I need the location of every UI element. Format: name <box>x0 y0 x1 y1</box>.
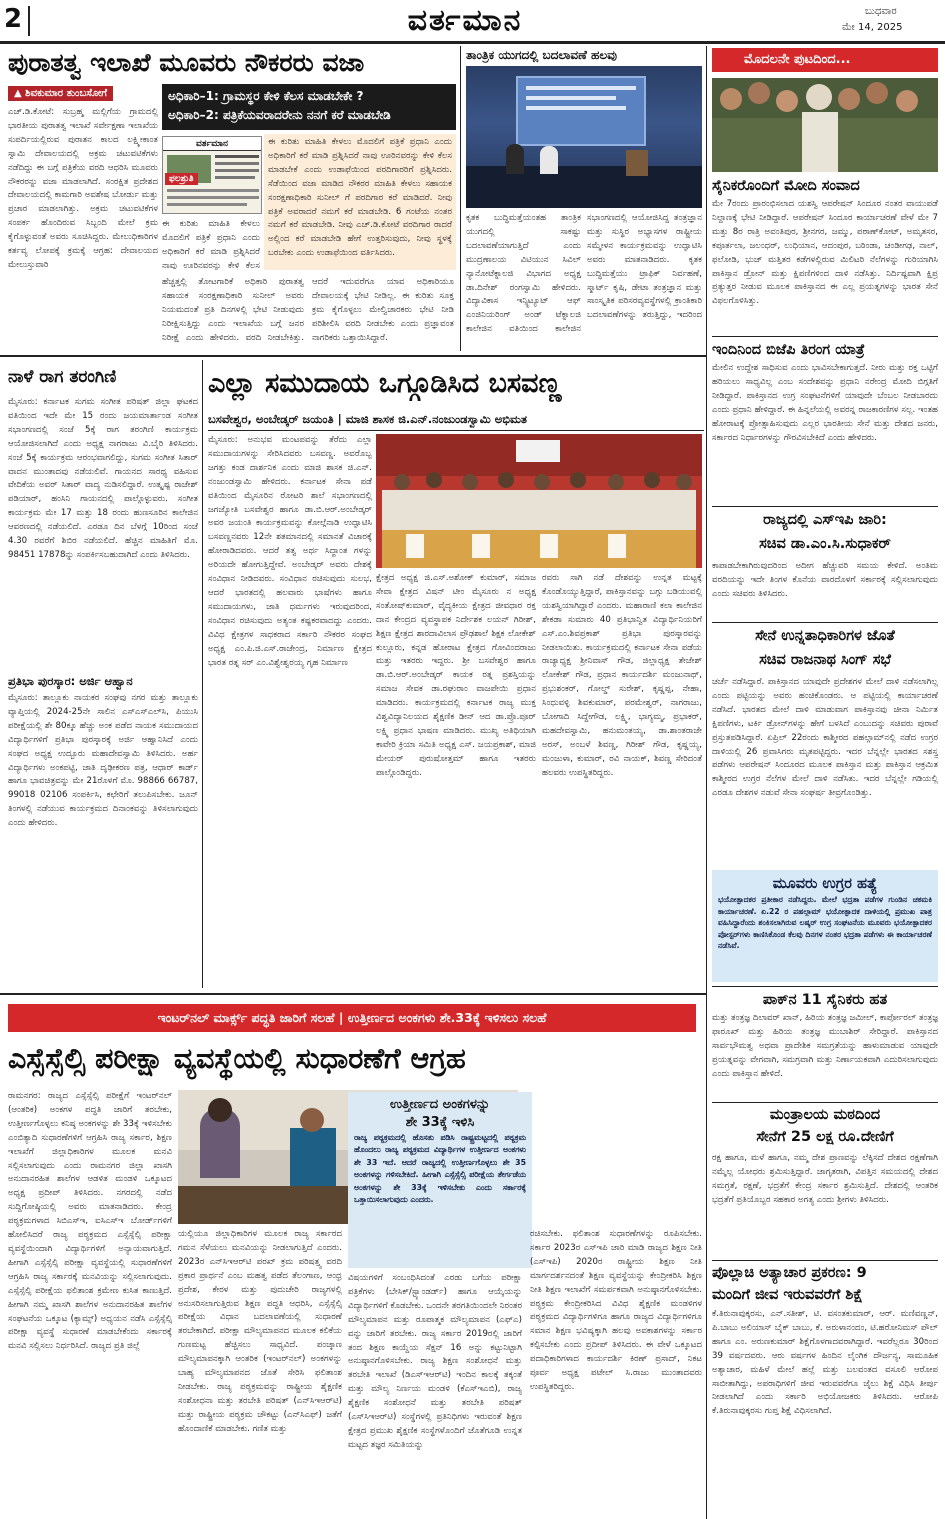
sslc-col-1: ರಾಮನಗರ: ರಾಜ್ಯದ ಎಸ್ಸೆಸ್ಸೆಲ್ಸಿ ಪರೀಕ್ಷೆಗೆ ಇಂಟರ್‌ನಲ್ (ಆಂತರಿಕ) ಅಂಕಗಳ ಪದ್ಧತಿ ಜಾರಿಗೆ ತರಬೇಕು, ಉತ್ತೀರ್ಣಗೊಳ್ಳಲು ಕನಿಷ್ಠ ಅಂಕಗಳನ್ನು ಶೇ 33ಕ್ಕೆ ಇಳಿಸಬೇಕು ಎಂಬಿತ್ಯಾದಿ ಸುಧಾರಣೆಗಳಿಗೆ ಆಗ್ರಹಿಸಿ ರಾಜ್ಯ ಸರ್ಕಾರ, ಶಿಕ್ಷಣ ಇಲಾಖೆಗೆ ಜಿಲ್ಲಾಧಿಕಾರಿಗಳ ಮೂಲಕ ಮನವಿ ಸಲ್ಲಿಸಲಾಗುವುದು ಎಂದು ರಾಮನಗರ ಜಿಲ್ಲಾ ಖಾಸಗಿ ಅನುದಾನರಹಿತ ಶಾಲೆಗಳ ಆಡಳಿತ ಮಂಡಳಿ ಒಕ್ಕೂಟದ ಅಧ್ಯಕ್ಷ ಪ್ರದೀಪ್ ತಿಳಿಸಿದರು. ನಗರದಲ್ಲಿ ನಡೆದ ಸುದ್ದಿಗೋಷ್ಠಿಯಲ್ಲಿ ಅವರು ಮಾತನಾಡಿದರು. ಕೇಂದ್ರ ಪಠ್ಯಕ್ರಮಗಳಾದ ಸಿಬಿಎಸ್‌ಇ, ಐಸಿಎಸ್‌ಇ ಬೋರ್ಡ್‌ಗಳಿಗೆ ಹೋಲಿಸಿದರೆ ರಾಜ್ಯ ಪಠ್ಯಕ್ರಮದ ಎಸ್ಸೆಸ್ಸೆಲ್ಸಿ ಪರೀಕ್ಷಾ ವ್ಯವಸ್ಥೆಯಿಂದಾಗಿ ವಿದ್ಯಾರ್ಥಿಗಳಿಗೆ ಅನ್ಯಾಯವಾಗುತ್ತಿದೆ. ಹೀಗಾಗಿ ಎಸ್ಸೆಸ್ಸೆಲ್ಸಿ ಪರೀಕ್ಷಾ ವ್ಯವಸ್ಥೆಯಲ್ಲಿ ಸುಧಾರಣೆಗಳಿಗೆ ಆಗ್ರಹಿಸಿ ರಾಜ್ಯ ಸರ್ಕಾರಕ್ಕೆ ಮನವಿಯನ್ನು ಸಲ್ಲಿಸಲಾಗುವುದು. ಎಸ್ಸೆಸ್ಸೆಲ್ಸಿ ಪರೀಕ್ಷೆಯ ಫಲಿತಾಂಶ ಕ್ರಮೇಣ ಕುಸಿತ ಕಾಣುತ್ತಿದೆ. ಹೀಗಾಗಿ ನಮ್ಮ ಖಾಸಗಿ ಶಾಲೆಗಳ ಅನುದಾನರಹಿತ ಶಾಲೆಗಳ ಸಂಘಟನೆಯ ಒಕ್ಕೂಟ (ಕ್ಯಾಮ್ಸ್) ಅಧ್ಯಯನ ನಡೆಸಿ ಎಸ್ಸೆಸ್ಸೆಲ್ಸಿ ಪರೀಕ್ಷಾ ವ್ಯವಸ್ಥೆ ಸುಧಾರಣೆ ಮಾಡಬೇಕೆಂದು ಸರ್ಕಾರಕ್ಕೆ ಮನವಿ ಸಲ್ಲಿಸಲು ನಿರ್ಧರಿಸಿದೆ. ರಾಜ್ಯದ ಪ್ರತಿ ಜಿಲ್ಲೆ <box>8 1091 172 1352</box>
sslc-box-headline-1: ಉತ್ತೀರ್ಣದ ಅಂಕಗಳನ್ನು <box>389 1097 491 1112</box>
front-page-tag: ಮೊದಲನೇ ಪುಟದಿಂದ... <box>712 48 938 72</box>
story-rajnath-headline-2: ಸಚಿವ ರಾಜನಾಥ ಸಿಂಗ್ ಸಭೆ <box>759 652 891 668</box>
story-basava-col-1: ಮೈಸೂರು: ಅನುಭವ ಮಂಟಪವನ್ನು ತೆರೆದು ಎಲ್ಲಾ ಸಮುದಾಯಗಳನ್ನು ಸೇರಿಸಿದವರು ಬಸವಣ್ಣ. ಅವರೊಬ್ಬ ಜಗತ್ತು ಕಂಡ ದಾರ್ಶನಿಕ ಎಂದು ಮಾಜಿ ಶಾಸಕ ಜಿ.ಎನ್. ನಂಜುಂಡಸ್ವಾಮಿ ಹೇಳಿದರು. ಕರ್ನಾಟಕ ಸೇನಾ ಪಡೆ ವತಿಯಿಂದ ಮೈಸೂರಿನ ರೋಟರಿ ಶಾಲೆ ಸಭಾಂಗಣದಲ್ಲಿ ಜಗಜ್ಯೋತಿ ಬಸವೇಶ್ವರ ಹಾಗೂ ಡಾ.ಬಿ.ಆರ್.ಅಂಬೇಡ್ಕರ್ ಅವರ ಜಯಂತಿ ಕಾರ್ಯಕ್ರಮವನ್ನು ಕೋಲ್ಗೆನಾಡಿ ಉದ್ಘಾಟಿಸಿ ಬಸವಣ್ಣನವರು 12ನೇ ಶತಮಾನದಲ್ಲಿ ಸಮಾನತೆ ವಿಚಾರಕ್ಕೆ ಹೋರಾಡಿದವರು. ಆದರೆ ತತ್ವ ಅರ್ಥ ಸಿದ್ಧಾಂತ ಗಳನ್ನು ಅರಿಯದೇ ಹೋಗುತ್ತಿದ್ದೇವೆ. ಅಂಬೇಡ್ಕರ್ ಅವರು ದೇಶಕ್ಕೆ ಸಂವಿಧಾನ ನೀಡಿದವರು. ಸಂವಿಧಾನ ರಚಿಸುವುದು ಸುಲಭ, ಆದರೆ ಭಾರತದಲ್ಲಿ ಹಲವಾರು ಭಾಷೆಗಳು ಹಾಗೂ ಸಮುದಾಯಗಳು, ಜಾತಿ ಧರ್ಮಗಳು ಇರುವುದರಿಂದ, ಸಂವಿಧಾನ ರಚಿಸುವುದು ಅತ್ಯಂತ ಕಷ್ಟಕರವಾದದ್ದು ಎಂದರು. ವಿವಿಧ ಕ್ಷೇತ್ರಗಳ ಸಾಧಕರಾದ ಸರ್ಕಾರಿ ನೌಕರರ ಸಂಘದ ಅಧ್ಯಕ್ಷ ಎಂ.ಪಿ.ಜಿ.ಎಸ್.ರಾಜೇಂದ್ರ, ನಿರ್ಮಾಣ ಕ್ಷೇತ್ರದ ಭಾರತ ರತ್ನ ಸರ್ ಎಂ.ವಿಶ್ವೇಶ್ವರಯ್ಯ ಗೃಹ ನಿರ್ಮಾಣ <box>208 435 372 668</box>
archaeology-col-2b: ಈ ಕುರಿತು ಮಾಹಿತಿ ಕೇಳಲು ಮೊದಲಿಗೆ ಪತ್ರಿಕೆ ಪ್ರಧಾನಿ ಎಂದು ಅಧಿಕಾರಿಗೆ ಕರೆ ಮಾಡಿ ಪ್ರಶ್ನಿಸಿದರೆ ನಾವು ಊರಿನವರನ್ನು ಕೇಳಿ ಕೆಲಸ <box>162 219 260 270</box>
conference-photo <box>466 66 702 208</box>
callout-line-2: ಅಧಿಕಾರಿ–2: ಪತ್ರಿಕೆಯವರಾದರೇನು ನನಗೆ ಕರೆ ಮಾಡಬೇಡಿ <box>168 108 391 122</box>
page-number: 2 <box>4 4 23 34</box>
story-sep-body: ಕಾಪಾಡಬೇಕಾಗಿರುವುದರಿಂದ ಅದೀಗ ಹೆಚ್ಚುವರಿ ಸಮಯ ಕೇಳಿದೆ. ಅಂತಿಮ ವರದಿಯನ್ನು ಇದೇ ತಿಂಗಳ ಕೊನೆಯ ವಾರದೊಳಗೆ ಸರ್ಕಾರಕ್ಕೆ ಸಲ್ಲಿಸಲಾಗುವುದು ಎಂದು ಸಚಿವರು ತಿಳಿಸಿದರು. <box>712 561 938 599</box>
issue-date: ಮೇ 14, 2025 <box>842 22 903 33</box>
story-tiranga-body: ಮೇಲಿನ ಉದ್ದೇಶ ಸಾಧಿಸುವ ಎಂದು ಭಾವಿಸಬೇಕಾಗುತ್ತದೆ. ನೀರು ಮತ್ತು ರಕ್ತ ಒಟ್ಟಿಗೆ ಹರಿಯಲು ಸಾಧ್ಯವಿಲ್ಲ ಎಂಬ ಸಂದೇಶವನ್ನು ಪ್ರಧಾನಿ ನರೇಂದ್ರ ಮೋದಿ ಬಿಗ್ಗತಿಗೆ ನೀಡಿದ್ದಾರೆ. ಪಾಕಿಸ್ತಾನದ ಉಗ್ರ ಸಂಘಟನೆಗಳಿಗೆ ಯಾವುದೇ ಬೆಂಬಲ ನೀಡಬಾರದು ಎಂದು ಪ್ರಧಾನಿ ಹೇಳಿದ್ದಾರೆ. ಈ ಹಿನ್ನಲೆಯಲ್ಲಿ ಅವರನ್ನ ರಾಜಕಾರಣಿಗಳ ಸಲ್ಲ. ಇಂತಹ ಹೋರಾಟಕ್ಕೆ ಪ್ರೋತ್ಸಾಹಿಸುವುದು ಎಲ್ಲರ ಭಾರತೀಯ ಸೇನೆ ಮತ್ತು ದೇಶದ ಜನರು, ಸರ್ಕಾರದ ನಿರ್ಧಾರಗಳನ್ನು ಗೌರವಿಸಬೇಕಿದೆ ಎಂದು ಹೇಳಿದರು. <box>712 363 938 443</box>
archaeology-col-3: ಹೆಚ್ಚತ್ತಲ್ಲಿ ತೋಟಗಾರಿಕೆ ಅಧಿಕಾರಿ ಪುರಾತತ್ವ ಸಹಾಯಕ ಸಂರಕ್ಷಣಾಧಿಕಾರಿ ಸುನೀಲ್ ಅವರು ನಿಯಮದಂತೆ ಪ್ರತಿ ದಿನಗಳಲ್ಲಿ ಭೇಟಿ ನೀಡುವುದು ನಿರೀಕ್ಷಿಸುತ್ತಿದ್ದು ಎಂದು ಇಲಾಖೆಯ ಬಗ್ಗೆ ಜನರ ನಿರೀಕ್ಷೆ ಎಂದು ಹೇಳಿದರು. ವರದಿ ನೀಡಬೇಕಿತ್ತು. ಆದರೆ ಇದುವರೆಗೂ ಯಾವ ಅಧಿಕಾರಿಯೂ ದೇವಾಲಯಕ್ಕೆ ಭೇಟಿ ನೀಡಿಲ್ಲ. ಈ ಕುರಿತು ಸೂಕ್ತ ಕ್ರಮ ಕೈಗೊಳ್ಳಲು ಮೇಲ್ವಿಚಾರಕರು ಭೇಟಿ ನೀಡಿ ಪರಿಶೀಲಿಸಿ ವರದಿ ನೀಡಬೇಕು ಎಂದು ಪ್ರಜ್ಞಾವಂತ ನಾಗರಿಕರು ಒತ್ತಾಯಿಸಿದ್ದಾರೆ. <box>162 277 454 343</box>
story-pollachi-headline-2: ಮಂದಿಗೆ ಜೀವ ಇರುವವರೆಗೆ ಶಿಕ್ಷೆ <box>712 1287 863 1303</box>
story-pollachi-headline <box>712 1262 938 1306</box>
story-pak-soldiers-headline: ಪಾಕ್‌ನ 11 ಸೈನಿಕರು ಹತ <box>762 992 888 1008</box>
story-rajnath-headline-1: ಸೇನೆ ಉನ್ನತಾಧಿಕಾರಿಗಳ ಜೊತೆ <box>755 628 895 644</box>
terrorists-box <box>712 870 938 982</box>
story-tiranga-headline: ಇಂದಿನಿಂದ ಬಿಜೆಪಿ ತಿರಂಗ ಯಾತ್ರೆ <box>712 342 865 358</box>
story-sep-headline <box>712 508 938 556</box>
story-modi-body: ಮೇ 7ರಂದು ಪ್ರಾರಂಭಿಸಲಾದ ಯಶಸ್ವಿ ಆಪರೇಷನ್ ಸಿಂದೂರ ನಂತರ ವಾಯುಪಡೆ ನಿಲ್ದಾಣಕ್ಕೆ ಭೇಟಿ ನೀಡಿದ್ದಾರೆ. ಆಪರೇಷನ್ ಸಿಂದೂರ ಕಾರ್ಯಾಚರಣೆ ವೇಳೆ ಮೇ 7 ಮತ್ತು 8ರ ರಾತ್ರಿ ಅವಂತಿಪುರ, ಶ್ರೀನಗರ, ಜಮ್ಮು, ಪಠಾಣ್‌ಕೋಟ್, ಅಮೃತಸರ, ಕಪೂರ್ತಲಾ, ಜಲಂಧರ್, ಲುಧಿಯಾನ, ಆದಂಪುರ, ಬಠಿಂಡಾ, ಚಂಡೀಗಢ, ನಾಲ್, ಫಲೋಡಿ, ಭುಜ್ ಮತ್ತಿತರ ಕಡೆಗಳಲ್ಲಿರುವ ಮಿಲಿಟರಿ ನೆಲೆಗಳನ್ನು ಗುರಿಯಾಗಿಸಿ ಪಾಕಿಸ್ತಾನ ಡ್ರೋನ್ ಮತ್ತು ಕ್ಷಿಪಣಿಗಳಿಂದ ದಾಳಿ ನಡೆಸಿತ್ತು. ನಿರ್ದಿಷ್ಟವಾಗಿ ಕ್ಷಿಪ್ರ ಪ್ರತ್ಯುತ್ತರ ನೀಡುವ ಮೂಲಕ ಪಾಕಿಸ್ತಾನದ ಈ ಎಲ್ಲ ಪ್ರಯತ್ನಗಳನ್ನು ಭಾರತ ಸೇನೆ ವಿಫಲಗೊಳಿಸಿತ್ತು. <box>712 199 938 307</box>
clip-masthead: ವರ್ತಮಾನ <box>163 137 261 151</box>
sslc-box-body: ರಾಜ್ಯ ಪಠ್ಯಕ್ರಮದಲ್ಲಿ ಹೊಸತು ಪಡಿಸಿ ರಾಷ್ಟ್ರಮಟ್ಟದಲ್ಲಿ ಪಠ್ಯಕ್ರಮ ಹೊಂದಲು ರಾಜ್ಯ ಪಠ್ಯಕ್ರಮದ ವಿದ್ಯಾರ್ಥಿಗಳ ಉತ್ತೀರ್ಣದ ಅಂಕಗಳು ಶೇ 33 ಇದೆ. ಆದರೆ ರಾಜ್ಯದಲ್ಲಿ ಉತ್ತೀರ್ಣಗೊಳ್ಳಲು ಶೇ 35 ಅಂಕಗಳನ್ನು ಗಳಿಸಬೇಕಿದೆ. ಹೀಗಾಗಿ ಎಸ್ಸೆಸ್ಸೆಲ್ಸಿ ಪರೀಕ್ಷೆಯ ತೇರ್ಗಡೆಯ ಅಂಕಗಳನ್ನು ಶೇ 33ಕ್ಕೆ ಇಳಿಸಬೇಕು ಎಂದು ಸರ್ಕಾರಕ್ಕೆ ಒತ್ತಾಯಿಸಲಾಗುವುದು ಎಂದರು. <box>354 1133 526 1205</box>
story-modi-headline: ಸೈನಿಕರೊಂದಿಗೆ ಮೋದಿ ಸಂವಾದ <box>712 178 860 194</box>
story-mantralaya-headline-1: ಮಂತ್ರಾಲಯ ಮಠದಿಂದ <box>769 1107 881 1123</box>
tech-body: ಕೃತಕ ಬುದ್ಧಿಮತ್ತೆಯಂತಹ ತಾಂತ್ರಿಕ ಯುಗದಲ್ಲಿ ಸಾಕಷ್ಟು ಬದಲಾವಣೆಯಾಗುತ್ತಿದೆ ಎಂದು ಮುದ್ರಣಾಲಯ ವಿಟಿಯುನ ಸಿವಿಲ್ ನ್ಯಾನೋಟೆಕ್ನಾಲಜಿ ವಿಭಾಗದ ಅಧ್ಯಕ್ಷ ಡಾ.ದಿನೇಶ್ ರಂಗಸ್ವಾಮಿ ಹೇಳಿದರು. ವಿದ್ಯಾವಿಕಾಸ ಇನ್ಸ್ಟಿಟ್ಯೂಟ್ ಆಫ್ ಎಂಜಿನಿಯರಿಂಗ್ ಅಂಡ್ ಟೆಕ್ನಾಲಜಿ ಕಾಲೇಜಿನ ವತಿಯಿಂದ ಕಾಲೇಜಿನ ಸಭಾಂಗಣದಲ್ಲಿ ಆಯೋಜಿಸಿದ್ದ ತಂತ್ರಜ್ಞಾನ ಮತ್ತು ಸುಸ್ಥಿರ ಅಭ್ಯಾಸಗಳ ರಾಷ್ಟ್ರೀಯ ಸಮ್ಮೇಳನ ಕಾರ್ಯಕ್ರಮವನ್ನು ಉದ್ಘಾಟಿಸಿ ಅವರು ಮಾತನಾಡಿದರು. ಕೃತಕ ಬುದ್ಧಿಮತ್ತೆಯು ಟ್ರಾಫಿಕ್ ನಿರ್ವಹಣೆ, ಸ್ಮಾರ್ಟ್ ಕೃಷಿ, ಡೇಟಾ ತಂತ್ರಜ್ಞಾನ ಮತ್ತು ಸಾಂಸ್ಕೃತಿಕ ಪರಿಸರವ್ಯವಸ್ಥೆಗಳಲ್ಲಿ ಕ್ರಾಂತಿಕಾರಿ ಬದಲಾವಣೆಗಳನ್ನು ತರುತ್ತಿದ್ದು, ಇದರಿಂದ <box>466 213 702 335</box>
story-pollachi-body: ಕೆ.ತಿರುನಾವುಕ್ಕರಸು, ಎನ್.ಸತೀಶ್, ಟಿ. ವಸಂತಕುಮಾರ್, ಆರ್. ಮಣಿವಣ್ಣನ್, ಪಿ.ಬಾಬು ಅಲಿಯಾಸ್ ಬೈಕ್ ಬಾಬು, ಕೆ. ಅರುಳಾನಂದಂ, ಟಿ.ಹರೋನಿಮಸ್ ಪೌಲ್ ಹಾಗೂ ಎಂ. ಅರುಣಕುಮಾರ್ ಶಿಕ್ಷೆಗೊಳಗಾದವರಾಗಿದ್ದಾರೆ. ಇವರೆಲ್ಲರೂ 30ರಿಂದ 39 ವರ್ಷದವರು. ಆರು ವರ್ಷಗಳ ಹಿಂದಿನ ಲೈಂಗಿಕ ದೌರ್ಜನ್ಯ, ಸಾಮೂಹಿಕ ಅತ್ಯಾಚಾರ, ಮಹಿಳೆ ಮೇಲೆ ಹಲ್ಲೆ ಮತ್ತು ಬಲವಂತದ ವಸೂಲಿ ಆರೋಪ ಸಾಬೀತಾಗಿದ್ದು, ಅಪರಾಧಿಗಳಿಗೆ ಜೀವ ಇರುವವರೆಗೂ ಜೈಲು ಶಿಕ್ಷೆ ವಿಧಿಸಿ ತೀರ್ಪು ನೀಡಲಾಗಿದೆ ಎಂದು ಸರ್ಕಾರಿ ಅಭಿಯೋಜಕರು ತಿಳಿಸಿದರು. ಆರೋಪಿ ಕೆ.ತಿರುನಾವುಕ್ಕರಸು ಗುಪ್ತ ಶಿಕ್ಷೆ ವಿಧಿಸಲಾಗಿದೆ. <box>712 1309 938 1417</box>
story-basava-subhead: ಬಸವೇಶ್ವರ, ಅಂಬೇಡ್ಕರ್ ಜಯಂತಿ | ಮಾಜಿ ಶಾಸಕ ಜಿ.ಎನ್.ನಂಜುಂಡಸ್ವಾಮಿ ಅಭಿಮತ <box>208 412 528 426</box>
story-sep-headline-2: ಸಚಿವ ಡಾ.ಎಂ.ಸಿ.ಸುಧಾಕರ್ <box>759 536 891 552</box>
story-mantralaya-headline-2: ಸೇನೆಗೆ 25 ಲಕ್ಷ ರೂ.ದೇಣಿಗೆ <box>756 1129 894 1145</box>
story-basava-col-3: ರವರು ಸಾಗಿ ನಡೆ ದೇಶವನ್ನು ಉನ್ನತ ಮಟ್ಟಕ್ಕೆ ಕೊಂಡೊಯ್ಯುತ್ತಿದ್ದಾರೆ, ಪಾಕಿಸ್ತಾನವನ್ನು ಬಗ್ಗು ಬಡಿಯುವಲ್ಲಿ ಯಶಸ್ವಿಯಾಗಿದ್ದಾರೆ ಎಂದರು. ಮಹಾರಾಣಿ ಕಲಾ ಕಾಲೇಜಿನ ಶೇಕಡಾ ಸುಮಾರು 40 ಪ್ರತಿಭಾನ್ವಿತ ವಿದ್ಯಾರ್ಥಿನಿಯರಿಗೆ ಎಸ್.ಎಂ.ಶಿವಪ್ರಕಾಶ್ ಪ್ರತಿಭಾ ಪುರಸ್ಕಾರವನ್ನು ನೀಡಲಾಯಿತು. ಕಾರ್ಯಕ್ರಮದಲ್ಲಿ ಕರ್ನಾಟಕ ಸೇನಾ ಪಡೆಯ ರಾಜ್ಯಾಧ್ಯಕ್ಷ ಶ್ರೀನಿವಾಸ್ ಗೌಡ, ಜಿಲ್ಲಾಧ್ಯಕ್ಷ ತೇಜೇಶ್ ಲೋಕೇಶ್ ಗೌಡ, ಪ್ರಧಾನ ಕಾರ್ಯದರ್ಶಿ ಮಂಜುನಾಥ್, ಪ್ರಭುಶಂಕರ್, ಗೋಲ್ಡ್ ಸುರೇಶ್, ಕೃಷ್ಣಪ್ಪ, ನೇಹಾ, ಸಿಂಧುವಳ್ಳಿ ಶಿವಕುಮಾರ್, ಪರಮೇಶ್ವರ್, ನಾಗರಾಜು, ಬೋಗಾದಿ ಸಿದ್ದೇಗೌಡ, ಲಕ್ಷ್ಮಿ, ಭಾಗ್ಯಮ್ಮ, ಪ್ರಭಾಕರ್, ಮಹದೇವಸ್ವಾಮಿ, ಹನುಮಂತಯ್ಯ, ಡಾ.ಶಾಂತರಾಜೇ ಅರಸ್, ಅಂಬಳೆ ಶಿವಣ್ಣ, ಗಿರೀಶ್ ಗೌಡ, ಕೃಷ್ಣಯ್ಯ, ಮಂಜುಳಾ, ಕುಮಾರ್, ರವಿ ನಾಯಕ್, ಶಿವಣ್ಣ ಸೇರಿದಂತೆ ಹಲವರು ಉಪಸ್ಥಿತರಿದ್ದರು. <box>542 573 702 778</box>
newspaper-clipping-image <box>162 136 262 214</box>
byline: ▲ ಶಿವಕುಮಾರ ತುಂಬಸೋಗೆ <box>8 86 113 101</box>
story-archaeology-headline: ಪುರಾತತ್ವ ಇಲಾಖೆ ಮೂವರು ನೌಕರರು ವಜಾ <box>8 48 365 77</box>
sslc-col-4: ರಚಿಸಬೇಕು. ಫಲಿತಾಂಶ ಸುಧಾರಣೆಗಳನ್ನು ರೂಪಿಸಬೇಕು. ಸರ್ಕಾರ 2023ರ ಎಸ್‌ಇಪಿ ಜಾರಿ ಮಾಡಿ ರಾಜ್ಯದ ಶಿಕ್ಷಣ ನೀತಿ (ಎಸ್‌ಇಪಿ) 2020ರ ರಾಷ್ಟ್ರೀಯ ಶಿಕ್ಷಣ ನೀತಿ ಮಾರ್ಗದರ್ಶನದಂತೆ ಶಿಕ್ಷಣ ವ್ಯವಸ್ಥೆಯನ್ನು ಕೇಂದ್ರೀಕರಿಸಿ ಶಿಕ್ಷಣ ನೀತಿ ಶಿಕ್ಷಣ ಇಲಾಖೆಗೆ ಸಮರ್ಪಕವಾಗಿ ಅನುಷ್ಠಾನಗೊಳಿಸಬೇಕು. ಪಠ್ಯಕ್ರಮ ಕೇಂದ್ರೀಕರಿಸಿದ ವಿವಿಧ ಶೈಕ್ಷಣಿಕ ಮಂಡಳಿಗಳ ಪಠ್ಯಕ್ರಮದ ವಿದ್ಯಾರ್ಥಿಗಳಿಗೂ ಹಾಗೂ ರಾಜ್ಯದ ವಿದ್ಯಾರ್ಥಿಗಳಿಗೂ ಸಮಾನ ಶಿಕ್ಷಣ ಭವಿಷ್ಯಕ್ಕಾಗಿ ಹಲವು ಅವಕಾಶಗಳನ್ನು ಸರ್ಕಾರ ಕಲ್ಪಿಸಬೇಕು ಎಂದು ಪ್ರದೀಪ್ ತಿಳಿಸಿದರು. ಈ ವೇಳೆ ಒಕ್ಕೂಟದ ಪದಾಧಿಕಾರಿಗಳಾದ ಕಾರ್ಯದರ್ಶಿ ಕಿರಣ್ ಪ್ರಸಾದ್, ನಿಕಟ ಪೂರ್ವ ಅಧ್ಯಕ್ಷ ಪಟೇಲ್ ಸಿ.ರಾಜು ಮುಂತಾದವರು ಉಪಸ್ಥಿತರಿದ್ದರು. <box>530 1229 702 1392</box>
archaeology-col-2: ಈ ಕುರಿತು ಮಾಹಿತಿ ಕೇಳಲು ಮೊದಲಿಗೆ ಪತ್ರಿಕೆ ಪ್ರಧಾನಿ ಎಂದು ಅಧಿಕಾರಿಗೆ ಕರೆ ಮಾಡಿ ಪ್ರಶ್ನಿಸಿದರೆ ನಾವು ಊರಿನವರನ್ನು ಕೇಳಿ ಕೆಲಸ ಮಾಡಬೇಕೆ ಎಂದು ಉಡಾಫೆಯಿಂದ ಪರದಿಗಾರರಿಗೆ ಪ್ರಶ್ನಿಸಿದರು. ಸೆಡೆಯಿಂದ ವಜಾ ಮಾಡಿದ ನೌಕರರ ಮಾಹಿತಿ ಕೇಳಲು ಸಹಾಯಕ ಸಂರಕ್ಷಣಾಧಿಕಾರಿ ಸುನೀಲ್ ಗೆ ಪರದಿಗಾರ ಕರೆ ಮಾಡಿದರೆ. ನೀವು ಪತ್ರಿಕೆ ಅವರಾದರೆ ನಮಗೆ ಕರೆ ಮಾಡಬೇಡಿ. 6 ಗಂಟೆಯ ನಂತರ ನಮಗೆ ಕರೆ ಮಾಡಬೇಡಿ. ನೀವು ಎಚ್.ಡಿ.ಕೋಟೆ ವರದಿಗಾರ ರಾದರೆ ಅಲ್ಲಿಂದ ಕರೆ ಮಾಡಬೇಡಿ ಹೇಗೆ ಉತ್ತರಿಸುವುದು, ನೀವು ಸ್ಥಳಕ್ಕೆ ಬರಬೇಕು ಎಂದು ಉಡಾಫೆಯಿಂದ ವರ್ತಿಸಿದರು. <box>268 137 452 259</box>
story-pak-soldiers-body: ಮತ್ತು ತಂತ್ರಜ್ಞ ದಿಲಾವರ್ ಖಾನ್, ಹಿರಿಯ ತಂತ್ರಜ್ಞ ಜಮೀಲ್, ಕಾರ್ಪೋರಲ್ ತಂತ್ರಜ್ಞ ಫಾರೂಖ್ ಮತ್ತು ಹಿರಿಯ ತಂತ್ರಜ್ಞ ಮುಬಾಶಿರ್ ಸೇರಿದ್ದಾರೆ. ಪಾಕಿಸ್ತಾನದ ಸಾರ್ವಭೌಮತ್ವ ಅಥವಾ ಪ್ರಾದೇಶಿಕ ಸಮಗ್ರತೆಯನ್ನು ಹಾಳುಮಾಡುವ ಯಾವುದೇ ಪ್ರಯತ್ನವನ್ನು ವೇಗವಾಗಿ, ಸಮಗ್ರವಾಗಿ ಮತ್ತು ನಿರ್ಣಾಯಕವಾಗಿ ಎದುರಿಸಲಾಗುವುದು ಎಂದು ಪಾಕಿಸ್ತಾನ ಹೇಳಿದೆ. <box>712 1013 938 1079</box>
sslc-box-headline <box>354 1096 526 1132</box>
archaeology-col-1: ಎಚ್.ಡಿ.ಕೋಟೆ: ಸುಬ್ರಹ್ಮ ಮಲ್ಲಿಗೆಯ ಗ್ರಾಮದಲ್ಲಿ ಭಾರತೀಯ ಪುರಾತತ್ವ ಇಲಾಖೆ ಸರ್ವೇಕ್ಷಣಾ ಇಲಾಖೆಯ ಸುಪರ್ದಿಯಲ್ಲಿರುವ ಪುರಾತನ ಕಾಲದ ಲಕ್ಷ್ಮೀಕಾಂತ ಸ್ವಾಮಿ ದೇವಾಲಯದಲ್ಲಿ ಅಕ್ರಮ ಚಟುವಟಿಕೆಗಳು ನಡೆದಿದ್ದು ಈ ಬಗ್ಗೆ ಪತ್ರಿಕೆಯ ವರದಿ ಆಧರಿಸಿ ಮೂವರು ನೌಕರರನ್ನು ವಜಾ ಮಾಡಲಾಗಿದೆ. ಸಂರಕ್ಷಿತ ಪ್ರದೇಶದ ದೇವಾಲಯದಲ್ಲಿ ಕಾಮಗಾರಿ ಅವಶೇಷ ಬೋರ್ಡು ಮತ್ತು ಪ್ರಚಾರ ಮಾಡಲಾಗಿತ್ತು. ಅಕ್ರಮ ಚಟುವಟಿಕೆಗಳ ಸಂಪರ್ಕ ಹೊಂದಿರುವ ಸಿಬ್ಬಂದಿ ಮೇಲೆ ಕ್ರಮ ಕೈಗೊಳ್ಳುವಂತೆ ಅವರು ಸೂಚಿಸಿದ್ದರು. ಮೇಲುಧಿಕಾರಿಗಳ ಕರ್ತವ್ಯ ಲೋಪಕ್ಕೆ ಕ್ರಮಕ್ಕೆ ಆಗ್ರಹ: ದೇವಾಲಯದ ಮೇಲುಸ್ತುವಾರಿ <box>8 107 158 270</box>
story-sep-headline-1: ರಾಜ್ಯದಲ್ಲಿ ಎಸ್‌ಇಪಿ ಜಾರಿ: <box>763 512 887 528</box>
sslc-col-2: ಯಲ್ಲಿಯೂ ಜಿಲ್ಲಾಧಿಕಾರಿಗಳ ಮೂಲಕ ರಾಜ್ಯ ಸರ್ಕಾರದ ಗಮನ ಸೆಳೆಯಲು ಮನವಿಯನ್ನು ನೀಡಲಾಗುತ್ತಿದೆ ಎಂದರು. 2023ರ ಎನ್‌ಸಿಇಆರ್‌ಟಿ ಪರಖ್ ಕ್ರಮ ಪರಿಷತ್ತ್ವ ವರದಿ ಪ್ರಕಾರ ಪ್ರಾರ್ಥನೆ ಎಂಬ ಮಹತ್ವ ಪಡೆದ ತೆಲಂಗಾಣ, ಆಂಧ್ರ ಪ್ರದೇಶ, ಕೇರಳ ಮತ್ತು ಪುದುಚೇರಿ ರಾಜ್ಯಗಳಲ್ಲಿ ಅನುಸರಿಸಲಾಗುತ್ತಿರುವ ಶಿಕ್ಷಣ ಪದ್ಧತಿ ಆಧರಿಸಿ, ಎಸ್ಸೆಸ್ಸೆಲ್ಸಿ ಪರೀಕ್ಷೆಯ ವಿಧಾನ ಬದಲಾವಣೆಯಲ್ಲಿ ಸುಧಾರಣೆ ತರಬೇಕಾಗಿದೆ. ಪರೀಕ್ಷಾ ಮೌಲ್ಯಮಾಪನದ ಮೂಲಕ ಕಲಿಕೆಯ ಗುಣಮಟ್ಟ ಹೆಚ್ಚಿಸಲು ಸಾಧ್ಯವಿದೆ. ಪಂಚ್ಕಾಣ ಮೌಲ್ಯಮಾಪನಕ್ಕಾಗಿ ಆಂತರಿಕ (ಇಂಟರ್‌ನಲ್) ಅಂಕಗಳನ್ನು ಬಾಹ್ಯ ಮೌಲ್ಯಮಾಪನದ ಜೊತೆ ಸೇರಿಸಿ ಫಲಿತಾಂಶ ನೀಡಬೇಕು. ರಾಜ್ಯ ಪಠ್ಯಕ್ರಮವನ್ನು ರಾಷ್ಟ್ರೀಯ ಶೈಕ್ಷಣಿಕ ಸಂಶೋಧನಾ ಮತ್ತು ತರಬೇತಿ ಪರಿಷತ್ (ಎನ್‌ಸಿಇಆರ್‌ಟಿ) ಮತ್ತು ರಾಷ್ಟ್ರೀಯ ಪಠ್ಯಕ್ರಮ ಚೌಕಟ್ಟು (ಎನ್‌ಸಿಎಫ್) ಜತೆಗೆ ಹೊಂದಾಣಿಕೆ ಮಾಡಬೇಕು. ಗಣಿತ ಮತ್ತು <box>178 1229 342 1434</box>
sslc-box-headline-2: ಶೇ 33ಕ್ಕೆ ಇಳಿಸಿ <box>405 1115 475 1130</box>
sslc-col-3: ವಿಷಯಗಳಿಗೆ ಸಂಬಂಧಿಸಿದಂತೆ ಎರಡು ಬಗೆಯ ಪರೀಕ್ಷಾ ಪತ್ರಿಕೆಗಳು (ಬೇಸಿಕ್/ಸ್ಟ್ಯಾಂಡರ್ಡ್) ಹಾಗೂ ಆಯ್ಕೆಯನ್ನು ವಿದ್ಯಾರ್ಥಿಗಳಿಗೆ ಕೊಡಬೇಕು. ಒಂದನೇ ತರಗತಿಯಿಂದಲೇ ನಿರಂತರ ಮೌಲ್ಯಮಾಪನ ಮತ್ತು ರೂಪಾತ್ಮಕ ಮೌಲ್ಯಮಾಪನ (ಎಫ್‌ಎ) ವನ್ನು ಜಾರಿಗೆ ತರಬೇಕು. ರಾಜ್ಯ ಸರ್ಕಾರ 2019ರಲ್ಲಿ ಜಾರಿಗೆ ತಂದ ಶಿಕ್ಷಣ ಕಾಯ್ದೆಯ ಸೆಕ್ಷನ್ 16 ಅನ್ನು ಕಟ್ಟುನಿಟ್ಟಾಗಿ ಅನುಷ್ಠಾನಗೊಳಿಸಬೇಕು. ರಾಜ್ಯ ಶಿಕ್ಷಣ ಸಂಶೋಧನೆ ಮತ್ತು ತರಬೇತಿ ಇಲಾಖೆ (ಡಿಎಸ್‌ಇಆರ್‌ಟಿ) ಇಂದಿನ ಕಾಲಕ್ಕೆ ತಕ್ಕಂತೆ ಮತ್ತು ಮೌಲ್ಯ ನಿರ್ಣಯ ಮಂಡಳಿ (ಕೆಎಸ್‌ಇಎಬಿ), ರಾಜ್ಯ ಶೈಕ್ಷಣಿಕ ಸಂಶೋಧನೆ ಮತ್ತು ತರಬೇತಿ ಪರಿಷತ್ (ಎಸ್‌ಸಿಇಆರ್‌ಟಿ) ಸಂಸ್ಥೆಗಳಲ್ಲಿ ಪ್ರತಿನಿಧಿಗಳು ಇರುವಂತೆ ಶಿಕ್ಷಣ ಕ್ಷೇತ್ರದ ಪ್ರಮುಖ ಶೈಕ್ಷಣಿಕ ಸಂಸ್ಥೆಗಳೊಂದಿಗೆ ಜೊತೆಗೂಡಿ ಉನ್ನತ ಮಟ್ಟದ ತಜ್ಞರ ಸಮಿತಿಯನ್ನು <box>348 1273 522 1450</box>
sslc-headline: ಎಸ್ಸೆಸ್ಸೆಲ್ಸಿ ಪರೀಕ್ಷಾ ವ್ಯವಸ್ಥೆಯಲ್ಲಿ ಸುಧಾರಣೆಗೆ ಆಗ್ರಹ <box>8 1042 466 1075</box>
story-pollachi-headline-1: ಪೊಲ್ಲಾಚಿ ಅತ್ಯಾಚಾರ ಪ್ರಕರಣ: 9 <box>712 1265 867 1281</box>
story-raga-body: ಮೈಸೂರು: ಕರ್ನಾಟಕ ಸುಗಮ ಸಂಗೀತ ಪರಿಷತ್ ಜಿಲ್ಲಾ ಘಟಕದ ವತಿಯಿಂದ ಇದೇ ಮೇ 15 ರಂದು ಜಯಮಾರ್ತಾಂಡ ಸಂಗೀತ ಸಭಾಂಗಣದಲ್ಲಿ ಸಂಜೆ 5ಕ್ಕೆ ರಾಗ ತರಂಗಿಣಿ ಕಾರ್ಯಕ್ರಮ ಆಯೋಜಿಸಲಾಗಿದೆ ಎಂದು ಅಧ್ಯಕ್ಷ ನಾಗರಾಜು ವಿ.ಬೈರಿ ತಿಳಿಸಿದರು. ಸಂಜೆ 5ಕ್ಕೆ ಕಾರ್ಯಕ್ರಮ ಆರಂಭವಾಗಲಿದ್ದು, ಸುಗಮ ಸಂಗೀತ ಸಿತಾರ್ ವಾದನ ಮುಂತಾದವು ನಡೆಯಲಿವೆ. ಗಾಯನದ ಸಾರಥ್ಯ ವಹಿಸುವ ವೇದಿಕೆಯ ಅವರ್ ಸಿತಾರ್ ವಾದ್ಯ ನುಡಿಸಲಿದ್ದಾರೆ. ಉತ್ಕೃಷ್ಟ ರಾಜೇಶ್ ಪಡಿಯಾರ್, ಹಂಸಿನಿ ಗಾಯನದಲ್ಲಿ ಪಾಲ್ಗೊಳ್ಳುವರು. ಸಂಗೀತ ಕಾರ್ಯಕ್ರಮ ಮೇ 17 ಮತ್ತು 18 ರಂದು ಹುಣಸೂರಿನ ಕಾಲೇಜಿನ ಆವರಣದಲ್ಲಿ ನಡೆಯಲಿದೆ. ಎರಡೂ ದಿನ ಬೆಳಗ್ಗೆ 10ರಿಂದ ಸಂಜೆ 4.30 ರವರೆಗೆ ಶಿಬಿರ ನಡೆಯಲಿದೆ. ಹೆಚ್ಚಿನ ಮಾಹಿತಿಗೆ ಮೊ. 98451 17878ನ್ನು ಸಂಪರ್ಕಿಸಬಹುದಾಗಿದೆ ಎಂದು ತಿಳಿಸಿದರು. <box>8 397 198 560</box>
award-ceremony-photo <box>376 434 702 568</box>
story-rajnath-body: ಚರ್ಚೆ ನಡೆಸಿದ್ದಾರೆ. ಪಾಕಿಸ್ತಾನದ ಯಾವುದೇ ಪ್ರದೇಶಗಳ ಮೇಲೆ ದಾಳಿ ನಡೆಸಲಾಗಿಲ್ಲ ಎಂದು ಪಟ್ಟಿಯನ್ನು ಅವರು ಹಂಚಿಕೊಂಡರು. ಆ ಪಟ್ಟಿಯಲ್ಲಿ ಕಾರ್ಯಾಚರಣೆ ನಡೆಸಿದೆ. ಭಾರತದ ಮೇಲೆ ದಾಳಿ ಮಾಡುವಾಗ ಪಾಕಿಸ್ತಾನವು ಚೀನಾ ನಿರ್ಮಿತ ಕ್ಷಿಪಣಿಗಳು, ಟರ್ಕಿ ಡ್ರೋನ್‌ಗಳನ್ನು ಹೇಗೆ ಬಳಸಿದೆ ಎಂಬುದನ್ನು ಸಚಿವರು ಪುರಾವೆ ಪ್ರಸ್ತುತಪಡಿಸಿದ್ದಾರೆ. ಏಪ್ರಿಲ್ 22ರಂದು ಕಾಶ್ಮೀರದ ಪಹಲ್ಗಾಮ್‌ನಲ್ಲಿ ನಡೆದ ಉಗ್ರರ ದಾಳಿಯಲ್ಲಿ 26 ಪ್ರವಾಸಿಗರು ಮೃತಪಟ್ಟಿದ್ದರು. ಇದರ ಬೆನ್ನಲ್ಲೇ ಭಾರತದ ಸಶಸ್ತ್ರ ಪಡೆಗಳು ಆಪರೇಷನ್ ಸಿಂದೂರದ ಮೂಲಕ ಪಾಕಿಸ್ತಾನ ಮತ್ತು ಪಾಕಿಸ್ತಾನ ಆಕ್ರಮಿತ ಕಾಶ್ಮೀರದ ಉಗ್ರರ ನೆಲೆಗಳ ಮೇಲೆ ದಾಳಿ ನಡೆಸಿತು. ಇದರ ಬೆನ್ನಲ್ಲೇ ಗಡಿಯಲ್ಲಿ ಎರಡೂ ದೇಶಗಳ ನಡುವೆ ಸೇನಾ ಸಂಘರ್ಷ ತೀವ್ರಗೊಂಡಿತ್ತು. <box>712 677 938 799</box>
terrorists-body: ಭಯೋತ್ಪಾದಕರ ಪ್ರತೀಕಾರ ನಡೆಸಿದ್ದರು. ಮೇಲೆ ಭದ್ರತಾ ಪಡೆಗಳ ಗುಂಡಿನ ಚಕಮಕಿ ಕಾರ್ಯಾಚರಣೆ. ಏ.22 ರ ಪಹಲ್ಗಾಮ್ ಭಯೋತ್ಪಾದಕ ದಾಳಿಯಲ್ಲಿ ಪ್ರಮುಖ ಪಾತ್ರ ವಹಿಸಿದ್ದಾರೆಂದು ಶಂಕಿಸಲಾಗಿರುವ ಲಷ್ಕರ್ ಉಗ್ರ ಸಂಘಟನೆಯ ಮೂವರು ಭಯೋತ್ಪಾದಕರ ಪೋಸ್ಟರ್‌ಗಳು ಕಾಣಿಸಿಕೊಂಡ ಕೆಲವು ದಿನಗಳ ನಂತರ ಭದ್ರತಾ ಪಡೆಗಳು ಈ ಕಾರ್ಯಾಚರಣೆ ನಡೆಸಿವೆ. <box>718 895 932 951</box>
story-raga-headline: ನಾಳೆ ರಾಗ ತರಂಗಿಣಿ <box>8 367 117 387</box>
story-mantralaya-body: ರಕ್ಷ ಹಾಗೂ, ಮಳೆ ಹಾಗೂ, ನಮ್ಮ ದೇಶ ಪ್ರಾಣವನ್ನು ಲೆಕ್ಕಿಸದೆ ದೇಶದ ರಕ್ಷಣೆಗಾಗಿ ನಮ್ಮೆಲ್ಲ ಯೋಧರು ಶ್ರಮಿಸುತ್ತಿದ್ದಾರೆ. ಜಾಗೃತರಾಗಿ, ವಿಪತ್ತಿನ ಸಮಯದಲ್ಲಿ ದೇಶದ ಸಮಗ್ರತೆ, ರಕ್ಷಣೆ, ಭದ್ರತೆಗೆ ಕೇಂದ್ರ ಸರ್ಕಾರ ಶ್ರಮಿಸುತ್ತಿದೆ. ದೇಶದಲ್ಲಿ ಆಂತರಿಕ ಭದ್ರತೆಗೆ ಪ್ರತಿಯೊಬ್ಬರ ಸಹಕಾರ ಅಗತ್ಯ ಎಂದು ಶ್ರೀಗಳು ತಿಳಿಸಿದರು. <box>712 1153 938 1205</box>
callout-box <box>162 84 456 130</box>
tech-headline: ತಾಂತ್ರಿಕ ಯುಗದಲ್ಲಿ ಬದಲಾವಣೆ ಹಲವು <box>466 48 617 62</box>
terrorists-headline: ಮೂವರು ಉಗ್ರರ ಹತ್ಯೆ <box>772 876 878 892</box>
story-basava-col-2: ಕ್ಷೇತ್ರದ ಅಧ್ಯಕ್ಷ ಜಿ.ಎಸ್.ಅಶೋಕ್ ಕುಮಾರ್, ಸಮಾಜ ಸೇವಾ ಕ್ಷೇತ್ರದ ವಿಷನ್ ಟೀಂ ಮೈಸೂರು ನ ಅಧ್ಯಕ್ಷ ಸಂತೋಷ್‌ಕುಮಾರ್, ವೈದ್ಯಕೀಯ ಕ್ಷೇತ್ರದ ಜೀವಧಾರ ರಕ್ತ ದಾನ ಕೇಂದ್ರದ ವ್ಯವಸ್ಥಾಪಕ ನಿರ್ದೇಶಕ ಲಯನ್ ಗಿರೀಶ್, ಶಿಕ್ಷಣ ಕ್ಷೇತ್ರದ ಶಾರದಾವಿಲಾಸ ಪ್ರೌಢಶಾಲೆ ಶಿಕ್ಷಕ ಲೋಕೇಶ್ ಕುಲ್ಲೂರು, ಕನ್ನಡ ಹೋರಾಟ ಕ್ಷೇತ್ರದ ಗೋವಿಂದರಾಜು ಮತ್ತು ಇತರರು ಇದ್ದರು. ಶ್ರೀ ಬಸವೇಶ್ವರ ಹಾಗೂ ಡಾ.ಬಿ.ಆರ್.ಅಂಬೇಡ್ಕರ್ ಕಾಯಕ ರತ್ನ ಪ್ರಶಸ್ತಿಯನ್ನು ಸಮಾಜ ಸೇವಕ ಡಾ.ರಘುರಾಂ ವಾಜಪೇಯಿ ಪ್ರಧಾನ ಮಾಡಿದರು. ಕಾರ್ಯಕ್ರಮದಲ್ಲಿ ಕರ್ನಾಟಕ ರಾಜ್ಯ ಮುಕ್ತ ವಿಶ್ವವಿದ್ಯಾನಿಲಯದ ಶೈಕ್ಷಣಿಕ ಡೀನ್ ಆದ ಡಾ.ಪ್ರೊ.ಪೂರ್ ಲಕ್ಷ್ಮಿ ಪ್ರಧಾನ ಭಾಷಣ ಮಾಡಿದರು. ಮುಖ್ಯ ಅತಿಥಿಯಾಗಿ ಕಾವೇರಿ ಕ್ರಿಯಾ ಸಮಿತಿ ಅಧ್ಯಕ್ಷ ಎಸ್. ಜಯಪ್ರಕಾಶ್, ಮಾಜಿ ಮೇಯರ್ ಪುರುಷೋತ್ತಮ್ ಹಾಗೂ ಇತರರು ಪಾಲ್ಗೊಂಡಿದ್ದರು. <box>376 573 536 778</box>
masthead-title: ವರ್ತಮಾನ <box>407 3 523 38</box>
callout-body-box <box>264 134 456 270</box>
issue-day: ಬುಧವಾರ <box>865 6 897 17</box>
sslc-kicker: ಇಂಟರ್‌ನಲ್ ಮಾರ್ಕ್ಸ್ ಪದ್ಧತಿ ಜಾರಿಗೆ ಸಲಹೆ | ಉತ್ತೀರ್ಣದ ಅಂಕಗಳು ಶೇ.33ಕ್ಕೆ ಇಳಿಸಲು ಸಲಹೆ <box>8 1004 696 1032</box>
story-award-body: ಮೈಸೂರು: ತಾಲ್ಲೂಕು ನಾಯಕರ ಸಂಘವು ನಗರ ಮತ್ತು ತಾಲ್ಲೂಕು ವ್ಯಾಪ್ತಿಯಲ್ಲಿ 2024-25ನೇ ಸಾಲಿನ ಎಸ್‌ಎಸ್‌ಎಲ್‌ಸಿ, ಪಿಯುಸಿ ಪರೀಕ್ಷೆಯಲ್ಲಿ ಶೇ 80ಕ್ಕೂ ಹೆಚ್ಚು ಅಂಕ ಪಡೆದ ನಾಯಕ ಸಮುದಾಯದ ವಿದ್ಯಾರ್ಥಿಗಳಿಗೆ ಪ್ರತಿಭಾ ಪುರಸ್ಕಾರಕ್ಕೆ ಅರ್ಜಿ ಆಹ್ವಾನಿಸಿದೆ ಎಂದು ಸಂಘದ ಅಧ್ಯಕ್ಷ ಉದ್ಬೂರು ಮಹಾದೇವಸ್ವಾಮಿ ತಿಳಿಸಿದರು. ಅರ್ಹ ವಿದ್ಯಾರ್ಥಿಗಳು ಅಂಕಪಟ್ಟಿ, ಜಾತಿ ದೃಢೀಕರಣ ಪತ್ರ, ಆಧಾರ್ ಕಾರ್ಡ್ ಹಾಗೂ ಭಾವಚಿತ್ರವನ್ನು ಮೇ 21ರೊಳಗೆ ಮೊ. 98866 66787, 99018 02106 ಸಂಪರ್ಕಿಸಿ, ಕಛೇರಿಗೆ ತಲುಪಿಸಬೇಕು. ಜೂನ್ ತಿಂಗಳಲ್ಲಿ ನಡೆಯುವ ಕಾರ್ಯಕ್ರಮದ ದಿನಾಂಕವನ್ನು ತಿಳಿಸಲಾಗುವುದು ಎಂದು ಹೇಳಿದರು. <box>8 693 198 829</box>
story-award-headline: ಪ್ರತಿಭಾ ಪುರಸ್ಕಾರ: ಅರ್ಜಿ ಆಹ್ವಾನ <box>8 674 133 688</box>
modi-soldiers-photo <box>712 78 938 172</box>
sslc-pass-marks-box <box>348 1092 532 1268</box>
story-rajnath-headline <box>712 624 938 672</box>
impact-label: ಫಲಶ್ರುತಿ <box>165 173 198 185</box>
callout-line-1: ಅಧಿಕಾರಿ–1: ಗ್ರಾಮಸ್ಥರ ಕೇಳಿ ಕೆಲಸ ಮಾಡಬೇಕೇ ? <box>168 89 364 103</box>
story-basava-headline: ಎಲ್ಲಾ ಸಮುದಾಯ ಒಗ್ಗೂಡಿಸಿದ ಬಸವಣ್ಣ <box>208 368 562 399</box>
story-mantralaya-headline <box>712 1104 938 1148</box>
